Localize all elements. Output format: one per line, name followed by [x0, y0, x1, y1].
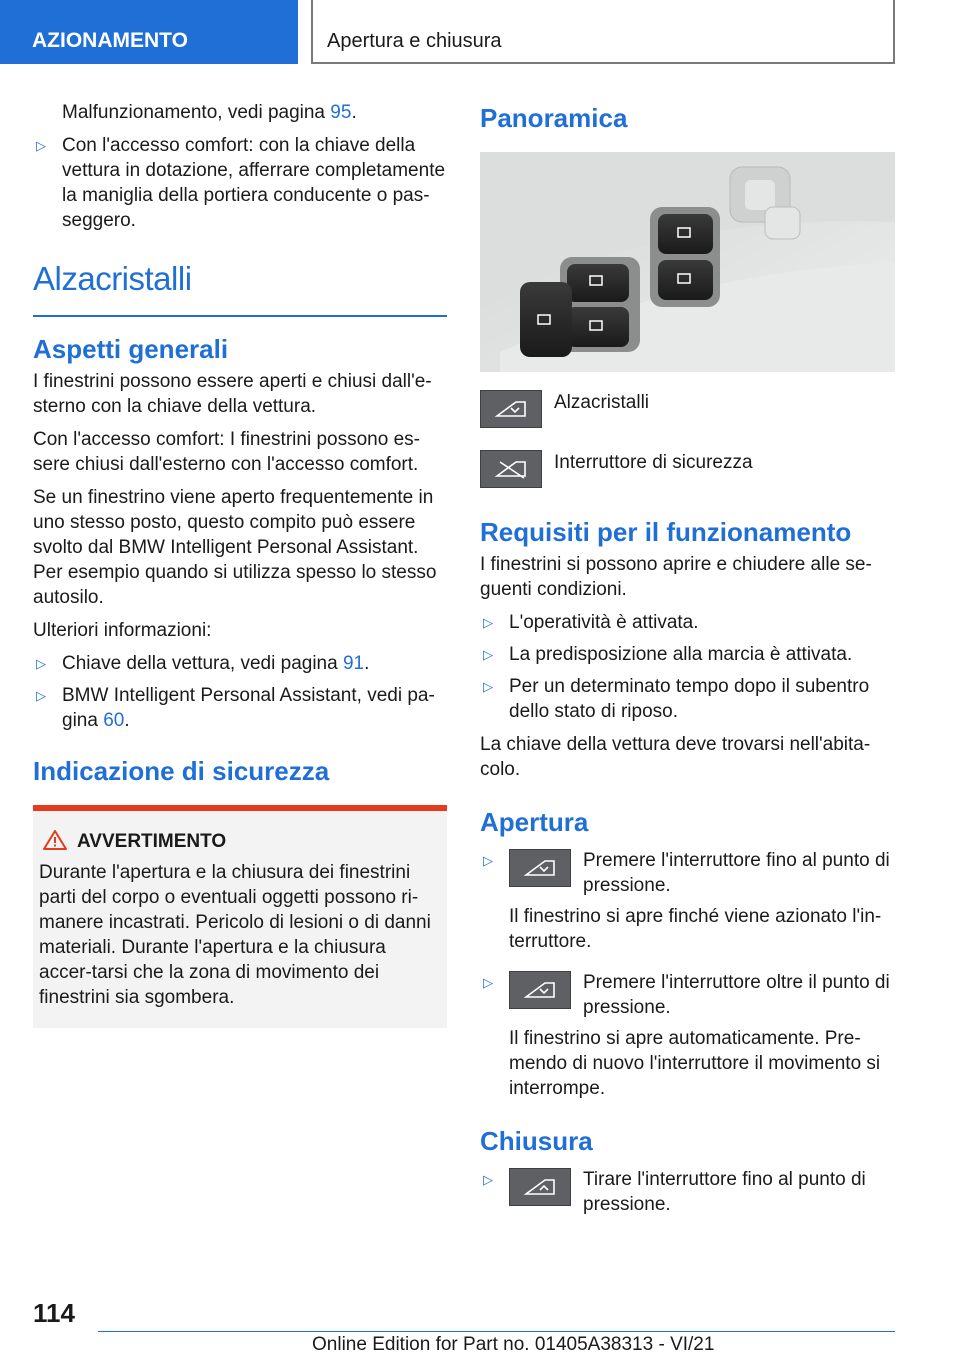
list-item: ▷ Chiave della vettura, vedi pagina 91.	[36, 653, 370, 674]
section-title: AZIONAMENTO	[32, 29, 188, 52]
step-result: Il finestrino si apre automaticamente. Pre-mendo di nuovo l'interruttore il movimento si interrompe.	[509, 1028, 881, 1099]
section-tab	[0, 0, 298, 64]
triangle-bullet-icon: ▷	[36, 688, 46, 703]
list-item: ▷ La predisposizione alla marcia è attivata.	[483, 644, 853, 665]
warning-box	[33, 805, 447, 1028]
window-switch-icon	[509, 849, 571, 887]
requirements-list	[480, 610, 896, 724]
paragraph: I finestrini possono essere aperti e chiusi dall'e-sterno con la chiave della vettura.	[33, 371, 432, 417]
warning-title: AVVERTIMENTO	[39, 829, 441, 854]
step-action: Premere l'interruttore fino al punto di pressione.	[583, 850, 890, 896]
list-item: ▷ Con l'accesso comfort: con la chiave della vettura in dotazione, afferrare completamente la maniglia della portiera conducente o pas-seggero.	[36, 135, 446, 231]
right-column	[480, 100, 896, 1227]
subheading-opening: Apertura	[480, 807, 589, 837]
legend-row	[480, 450, 896, 488]
subheading-closing: Chiusura	[480, 1126, 593, 1156]
page-link-91[interactable]: 91	[342, 653, 365, 674]
opening-step	[480, 970, 896, 1101]
legend-row	[480, 390, 896, 428]
page-link-60[interactable]: 60	[103, 710, 125, 731]
opening-step	[480, 848, 896, 954]
window-switch-icon	[509, 971, 571, 1009]
subheading-requirements: Requisiti per il funzionamento	[480, 517, 852, 547]
triangle-bullet-icon: ▷	[36, 656, 46, 671]
footer-divider	[98, 1331, 895, 1332]
triangle-bullet-icon: ▷	[483, 1172, 493, 1187]
list-item: ▷ BMW Intelligent Personal Assistant, vedi pa-gina 60.	[36, 685, 435, 731]
paragraph: Con l'accesso comfort: I finestrini possono es-sere chiusi dall'esterno con l'accesso comfort.	[33, 429, 420, 475]
section-divider	[33, 315, 447, 317]
chapter-title: Apertura e chiusura	[327, 30, 502, 52]
intro-list	[33, 133, 447, 233]
legend-label: Alzacristalli	[554, 392, 650, 413]
triangle-bullet-icon: ▷	[36, 138, 46, 153]
chapter-tab	[311, 0, 895, 64]
left-column	[33, 100, 447, 1028]
list-item: ▷ L'operatività è attivata.	[483, 612, 699, 633]
subheading-safety: Indicazione di sicurezza	[33, 756, 330, 786]
section-heading: Alzacristalli	[33, 260, 192, 297]
paragraph: I finestrini si possono aprire e chiudere alle se-guenti condizioni.	[480, 554, 872, 600]
subheading-overview: Panoramica	[480, 103, 628, 133]
window-switch-icon	[509, 1168, 571, 1206]
closing-step	[480, 1167, 896, 1217]
paragraph: La chiave della vettura deve trovarsi nell'abita-colo.	[480, 734, 871, 780]
info-list	[33, 651, 447, 733]
paragraph: Se un finestrino viene aperto frequentemente in uno stesso posto, questo compito può essere svolto dal BMW Intelligent Personal Assistant. Per esempio quando si utilizza spesso lo stesso autosilo.	[33, 487, 437, 608]
step-action: Premere l'interruttore oltre il punto di pressione.	[583, 972, 890, 1018]
warning-triangle-icon	[42, 829, 68, 851]
subheading-general: Aspetti generali	[33, 334, 229, 364]
step-action: Tirare l'interruttore fino al punto di pressione.	[583, 1169, 866, 1215]
triangle-bullet-icon: ▷	[483, 647, 493, 662]
triangle-bullet-icon: ▷	[483, 679, 493, 694]
triangle-bullet-icon: ▷	[483, 975, 493, 990]
warning-text: Durante l'apertura e la chiusura dei finestrini parti del corpo o eventuali oggetti possono ri-manere incastrati. Pericolo di lesioni o di danni materiali. Durante l'apertura e la chiusura accer-tarsi che la zona di movimento dei finestrini sia sgombera.	[39, 862, 431, 1008]
page-number: 114	[33, 1298, 75, 1328]
intro-continuation: Malfunzionamento, vedi pagina 95.	[62, 102, 357, 123]
triangle-bullet-icon: ▷	[483, 853, 493, 868]
triangle-bullet-icon: ▷	[483, 615, 493, 630]
edition-note: Online Edition for Part no. 01405A38313 - VI/21	[312, 1334, 715, 1355]
paragraph: Ulteriori informazioni:	[33, 620, 212, 641]
legend-label: Interruttore di sicurezza	[554, 452, 753, 473]
list-item: ▷ Per un determinato tempo dopo il subentro dello stato di riposo.	[483, 676, 870, 722]
step-result: Il finestrino si apre finché viene azionato l'in-terruttore.	[509, 906, 882, 952]
page-link-95[interactable]: 95	[330, 102, 352, 123]
safety-switch-icon	[480, 450, 542, 488]
window-switch-icon	[480, 390, 542, 428]
window-switch-panel-photo	[480, 152, 895, 372]
